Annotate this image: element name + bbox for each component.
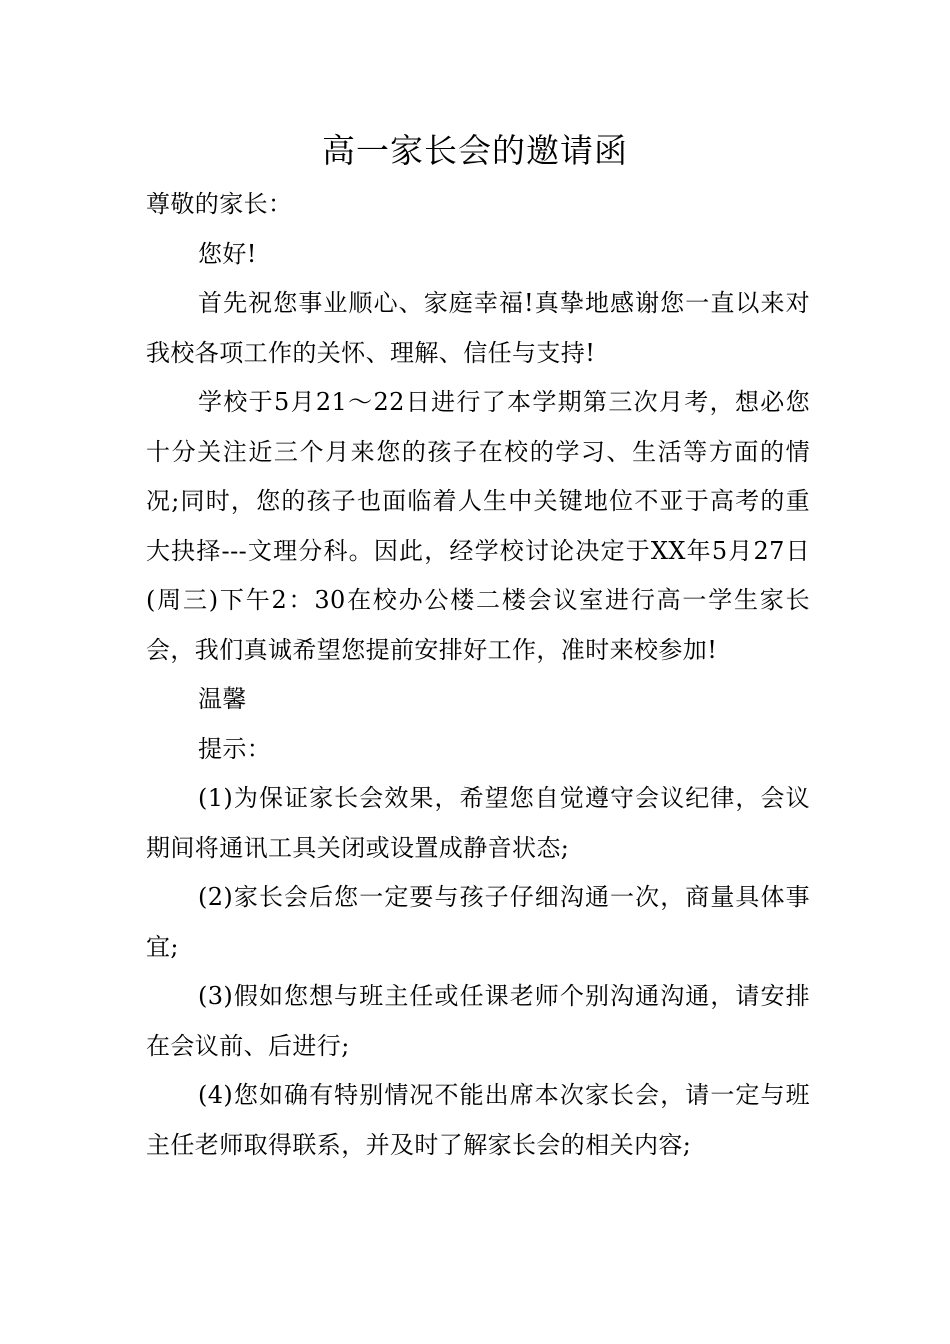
tip-item-2: (2)家长会后您一定要与孩子仔细沟通一次，商量具体事宜; — [146, 883, 810, 961]
salutation: 尊敬的家长： — [146, 190, 293, 218]
paragraph-thanks: 首先祝您事业顺心、家庭幸福!真挚地感谢您一直以来对我校各项工作的关怀、理解、信任与支持! — [146, 289, 810, 367]
tip-item-3: (3)假如您想与班主任或任课老师个别沟通沟通，请安排在会议前、后进行; — [146, 982, 810, 1060]
greeting: 您好! — [198, 239, 257, 268]
tip-item-1: (1)为保证家长会效果，希望您自觉遵守会议纪律，会议期间将通讯工具关闭或设置成静音状态; — [146, 784, 810, 862]
paragraph-meeting-notice: 学校于5月21～22日进行了本学期第三次月考，想必您十分关注近三个月来您的孩子在校的学习、生活等方面的情况;同时，您的孩子也面临着人生中关键地位不亚于高考的重大抉择---文理分科。因此，经学校讨论决定于XX年5月27日(周三)下午2：30在校办公楼二楼会议室进行高一学生家长会，我们真诚希望您提前安排好工作，准时来校参加! — [146, 388, 810, 664]
letter-body — [146, 180, 810, 1170]
tips-heading: 提示： — [198, 734, 272, 763]
tip-item-4: (4)您如确有特别情况不能出席本次家长会，请一定与班主任老师取得联系，并及时了解家长会的相关内容; — [146, 1081, 810, 1159]
warm-note: 温馨 — [198, 685, 247, 713]
document-title: 高一家长会的邀请函 — [322, 131, 628, 170]
